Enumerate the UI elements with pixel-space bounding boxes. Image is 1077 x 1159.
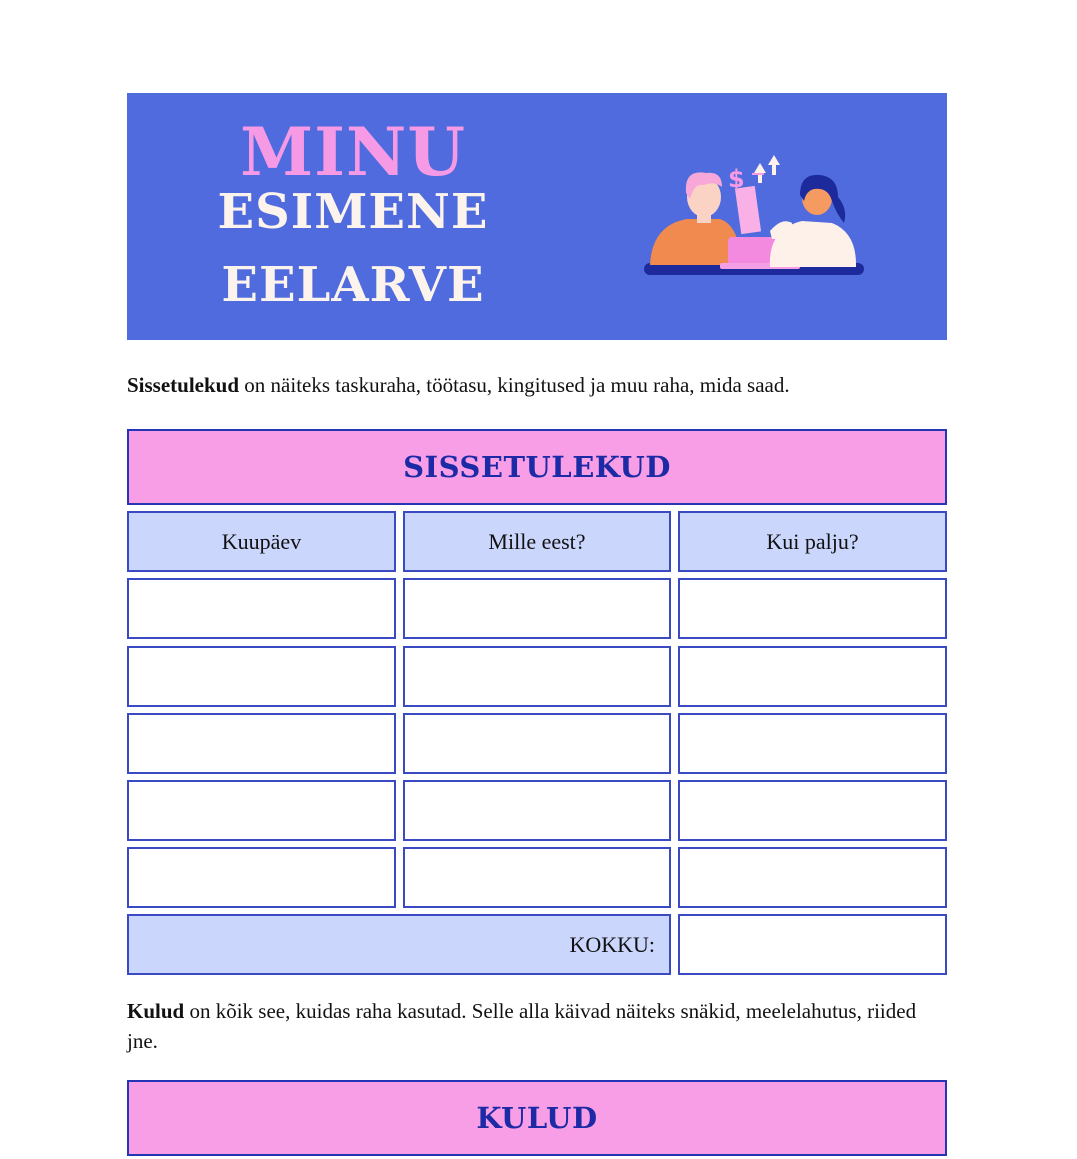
income-intro-text: on näiteks taskuraha, töötasu, kingitused ja muu raha, mida saad. xyxy=(239,373,790,397)
income-intro-paragraph xyxy=(127,370,947,400)
income-amount-cell[interactable] xyxy=(678,780,947,841)
column-header-purpose: Mille eest? xyxy=(403,511,671,572)
income-purpose-cell[interactable] xyxy=(403,646,671,707)
title-banner xyxy=(127,93,947,340)
expenses-intro-text: on kõik see, kuidas raha kasutad. Selle alla käivad näiteks snäkid, meelelahutus, riided jne. xyxy=(127,999,917,1053)
expenses-term: Kulud xyxy=(127,999,185,1023)
income-date-cell[interactable] xyxy=(127,847,396,908)
income-purpose-cell[interactable] xyxy=(403,578,671,639)
title-minu: MINU xyxy=(240,113,466,191)
income-term: Sissetulekud xyxy=(127,373,240,397)
income-date-cell[interactable] xyxy=(127,646,396,707)
income-purpose-cell[interactable] xyxy=(403,713,671,774)
income-purpose-cell[interactable] xyxy=(403,847,671,908)
expenses-table-title: KULUD xyxy=(127,1080,947,1156)
expenses-intro-paragraph xyxy=(127,996,947,1056)
column-header-date: Kuupäev xyxy=(127,511,396,572)
income-purpose-cell[interactable] xyxy=(403,780,671,841)
income-date-cell[interactable] xyxy=(127,578,396,639)
title-eelarve: EELARVE xyxy=(221,257,485,313)
income-amount-cell[interactable] xyxy=(678,713,947,774)
income-amount-cell[interactable] xyxy=(678,646,947,707)
title-esimene: ESIMENE xyxy=(217,184,489,240)
income-total-label: KOKKU: xyxy=(127,914,671,975)
column-header-amount: Kui palju? xyxy=(678,511,947,572)
income-date-cell[interactable] xyxy=(127,713,396,774)
income-date-cell[interactable] xyxy=(127,780,396,841)
income-amount-cell[interactable] xyxy=(678,578,947,639)
income-amount-cell[interactable] xyxy=(678,847,947,908)
budgeting-people-illustration xyxy=(642,143,872,283)
income-total-value[interactable] xyxy=(678,914,947,975)
svg-text:$: $ xyxy=(728,165,745,193)
income-table-title: SISSETULEKUD xyxy=(127,429,947,505)
